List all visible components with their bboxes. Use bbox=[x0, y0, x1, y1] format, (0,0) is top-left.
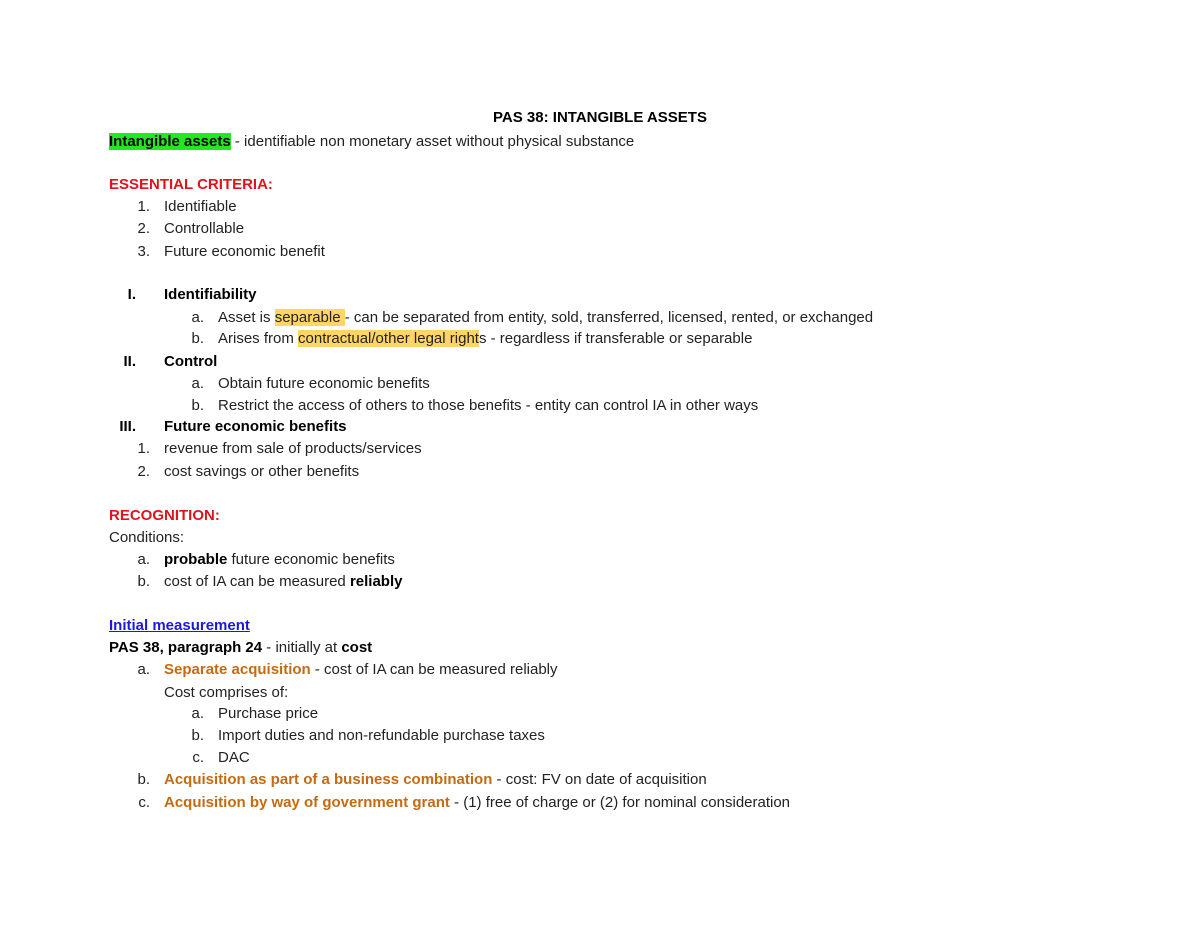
recognition-heading: RECOGNITION: bbox=[109, 507, 220, 524]
list-marker: a. bbox=[191, 309, 204, 326]
roman-marker: II. bbox=[123, 353, 136, 370]
list-item bbox=[182, 308, 874, 328]
list-marker: 1. bbox=[137, 198, 150, 215]
roman-marker: I. bbox=[127, 286, 136, 303]
definition-term: Intangible assets bbox=[109, 133, 231, 150]
list-item-text: Identifiable bbox=[164, 198, 237, 215]
section-control bbox=[108, 352, 218, 372]
list-item-text: Obtain future economic benefits bbox=[218, 375, 430, 392]
list-item bbox=[128, 660, 558, 680]
emphasis-text: probable bbox=[164, 551, 228, 568]
list-item bbox=[182, 374, 430, 394]
list-marker: c. bbox=[192, 749, 204, 766]
list-item-text: DAC bbox=[218, 749, 250, 766]
list-item bbox=[128, 242, 325, 262]
list-item bbox=[182, 726, 545, 746]
list-item bbox=[128, 197, 237, 217]
list-marker: c. bbox=[138, 794, 150, 811]
list-marker: 1. bbox=[137, 440, 150, 457]
text-prefix: Asset is bbox=[218, 309, 275, 326]
text-suffix: future economic benefits bbox=[227, 551, 395, 568]
list-marker: 3. bbox=[137, 243, 150, 260]
list-item bbox=[128, 439, 422, 459]
list-item-text: Future economic benefit bbox=[164, 243, 325, 260]
list-item bbox=[182, 748, 250, 768]
emphasis-text: PAS 38, paragraph 24 bbox=[109, 639, 263, 656]
list-item bbox=[128, 793, 791, 813]
text-middle: - initially at bbox=[262, 639, 342, 656]
text-prefix: cost of IA can be measured bbox=[164, 573, 350, 590]
acquisition-label: Acquisition by way of government grant bbox=[164, 794, 450, 811]
acquisition-label: Acquisition as part of a business combination bbox=[164, 771, 493, 788]
list-marker: b. bbox=[137, 573, 150, 590]
list-marker: b. bbox=[191, 727, 204, 744]
essential-criteria-heading: ESSENTIAL CRITERIA: bbox=[109, 176, 273, 193]
list-marker: b. bbox=[137, 771, 150, 788]
list-marker: 2. bbox=[137, 220, 150, 237]
initial-measurement-link[interactable]: Initial measurement bbox=[109, 617, 250, 634]
text-suffix: - (1) free of charge or (2) for nominal consideration bbox=[449, 794, 791, 811]
list-marker: b. bbox=[191, 397, 204, 414]
list-marker: a. bbox=[137, 661, 150, 678]
cost-comprises-label: Cost comprises of: bbox=[164, 684, 289, 701]
list-item bbox=[128, 462, 360, 482]
list-item-text: Purchase price bbox=[218, 705, 319, 722]
list-item bbox=[182, 329, 753, 349]
section-heading: Control bbox=[164, 353, 218, 370]
emphasis-text: reliably bbox=[349, 573, 403, 590]
text-suffix: - cost of IA can be measured reliably bbox=[310, 661, 558, 678]
roman-marker: III. bbox=[119, 418, 136, 435]
section-heading: Identifiability bbox=[164, 286, 257, 303]
list-item-text: Import duties and non-refundable purchase taxes bbox=[218, 727, 545, 744]
section-future-benefits bbox=[108, 417, 347, 437]
list-marker: a. bbox=[137, 551, 150, 568]
list-item bbox=[182, 704, 319, 724]
page-title: PAS 38: INTANGIBLE ASSETS bbox=[493, 109, 707, 126]
acquisition-label: Separate acquisition bbox=[164, 661, 311, 678]
list-item bbox=[128, 219, 245, 239]
list-item bbox=[128, 770, 707, 790]
highlighted-term: contractual/other legal right bbox=[298, 330, 479, 347]
list-marker: a. bbox=[191, 705, 204, 722]
list-item-text: cost savings or other benefits bbox=[164, 463, 360, 480]
list-marker: a. bbox=[191, 375, 204, 392]
list-item-text: Restrict the access of others to those benefits - entity can control IA in other ways bbox=[218, 397, 759, 414]
text-prefix: Arises from bbox=[218, 330, 299, 347]
conditions-label: Conditions: bbox=[109, 529, 185, 546]
list-item-text: revenue from sale of products/services bbox=[164, 440, 422, 457]
list-item bbox=[182, 396, 759, 416]
definition-line bbox=[109, 132, 634, 152]
text-suffix: s - regardless if transferable or separable bbox=[478, 330, 753, 347]
paragraph-reference bbox=[109, 638, 372, 658]
list-item bbox=[128, 550, 395, 570]
section-identifiability bbox=[108, 285, 257, 305]
section-heading: Future economic benefits bbox=[164, 418, 347, 435]
emphasis-text: cost bbox=[341, 639, 373, 656]
highlighted-term: separable bbox=[274, 309, 345, 326]
list-marker: b. bbox=[191, 330, 204, 347]
list-item bbox=[128, 572, 403, 592]
text-suffix: - cost: FV on date of acquisition bbox=[492, 771, 707, 788]
list-marker: 2. bbox=[137, 463, 150, 480]
definition-text: - identifiable non monetary asset without physical substance bbox=[230, 133, 635, 150]
list-item-text: Controllable bbox=[164, 220, 245, 237]
text-suffix: - can be separated from entity, sold, transferred, licensed, rented, or exchanged bbox=[344, 309, 874, 326]
